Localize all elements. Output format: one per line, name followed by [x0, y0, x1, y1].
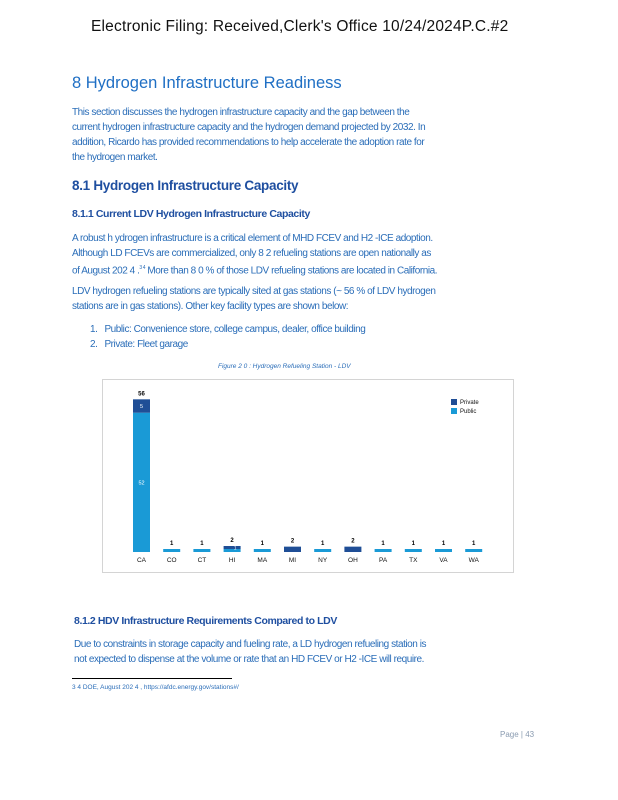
para1-line-3 [72, 261, 437, 278]
para2-line-1: LDV hydrogen refueling stations are typically sited at gas stations (~ 56 % of LDV hydrogen [72, 286, 436, 297]
intro-line-4: the hydrogen market. [72, 152, 158, 163]
intro-line-1: This section discusses the hydrogen infrastructure capacity and the gap between the [72, 107, 410, 118]
total-label-pa: 1 [381, 541, 385, 547]
list-text: Private: Fleet garage [104, 339, 188, 350]
bar-public-tx [405, 549, 422, 552]
tick-label-oh: OH [348, 557, 358, 564]
tick-label-ny: NY [318, 557, 328, 564]
subsubsection-title-812: 8.1.2 HDV Infrastructure Requirements Compared to LDV [74, 615, 337, 627]
total-label-mi: 2 [290, 538, 295, 545]
bar-public-ct [193, 549, 210, 552]
total-label-tx: 1 [411, 541, 415, 547]
list-item [90, 322, 365, 337]
legend-label-private: Private [460, 400, 479, 406]
bar-private-oh [344, 547, 361, 552]
footnote: 3 4 DOE, August 202 4 , https://afdc.energy.gov/stations#/ [72, 684, 239, 691]
legend-swatch-public [451, 408, 457, 414]
page-number: Page | 43 [500, 730, 535, 739]
bar-private-hi [224, 546, 241, 549]
figure-caption: Figure 2 0 : Hydrogen Refueling Station - LDV [218, 363, 351, 370]
tick-label-va: VA [439, 557, 448, 564]
document-header: Electronic Filing: Received,Clerk's Office 10/24/2024P.C.#2 [91, 18, 509, 35]
tick-label-ca: CA [136, 557, 147, 564]
total-label-oh: 2 [351, 538, 355, 545]
total-label-hi: 2 [230, 538, 234, 544]
bar-public-pa [375, 549, 392, 552]
data-label-private-ca: 5 [139, 404, 144, 411]
bar-public-co [163, 549, 180, 552]
subsection-title: 8.1 Hydrogen Infrastructure Capacity [72, 178, 299, 193]
footnote-ref: 3 4 [139, 265, 146, 271]
list-number: 1. [90, 324, 98, 335]
chart-canvas [103, 380, 513, 572]
total-label-wa: 1 [472, 541, 476, 547]
intro-line-3: addition, Ricardo has provided recommendations to help accelerate the adoption rate for [72, 137, 425, 148]
tick-label-ma: MA [257, 557, 268, 564]
para2-line-2: stations are in gas stations). Other key facility types are shown below: [72, 301, 349, 312]
tick-label-pa: PA [378, 557, 388, 564]
tick-label-ct: CT [197, 557, 207, 564]
list-text: Public: Convenience store, college campus, dealer, office building [104, 324, 366, 335]
tick-label-mi: MI [288, 557, 297, 564]
station-bar-chart [102, 379, 514, 573]
para3-line-2: not expected to dispense at the volume or rate that an HD FCEV or H2 -ICE will require. [74, 654, 424, 665]
section-title: 8 Hydrogen Infrastructure Readiness [72, 74, 342, 92]
bar-public-ma [254, 549, 271, 552]
intro-line-2: current hydrogen infrastructure capacity and the hydrogen demand projected by 2032. In [72, 122, 426, 133]
para1-line-3-start: of August 202 4 . [72, 265, 140, 277]
total-label-co: 1 [170, 541, 174, 547]
tick-label-hi: HI [228, 557, 236, 564]
list-item [90, 337, 188, 352]
para1-line-1: A robust h ydrogen infrastructure is a critical element of MHD FCEV and H2 -ICE adoption. [72, 233, 433, 244]
bar-public-wa [465, 549, 482, 552]
list-number: 2. [90, 339, 98, 350]
total-label-va: 1 [441, 541, 446, 547]
para1-line-3-end: More than 8 0 % of those LDV refueling stations are located in California. [147, 265, 438, 277]
bar-public-hi [224, 549, 241, 552]
legend-label-public: Public [460, 409, 477, 415]
data-label-public-ca: 52 [138, 480, 145, 487]
para1-line-2: Although LD FCEVs are commercialized, only 8 2 refueling stations are open nationally as [72, 248, 431, 259]
subsubsection-title-811: 8.1.1 Current LDV Hydrogen Infrastructure Capacity [72, 208, 310, 220]
para3-line-1: Due to constraints in storage capacity and fueling rate, a LD hydrogen refueling station is [74, 639, 427, 650]
total-label-ct: 1 [200, 541, 204, 547]
footnote-divider [72, 678, 232, 679]
tick-label-wa: WA [468, 557, 479, 564]
bar-public-ny [314, 549, 331, 552]
tick-label-co: CO [166, 557, 177, 564]
bar-public-va [435, 549, 452, 552]
total-label-ma: 1 [260, 541, 264, 547]
total-label-ca: 56 [138, 391, 145, 398]
legend-swatch-private [451, 399, 457, 405]
bar-private-mi [284, 547, 301, 552]
total-label-ny: 1 [321, 541, 325, 547]
tick-label-tx: TX [409, 557, 418, 564]
data-label-private-hi: 1 [233, 545, 237, 552]
